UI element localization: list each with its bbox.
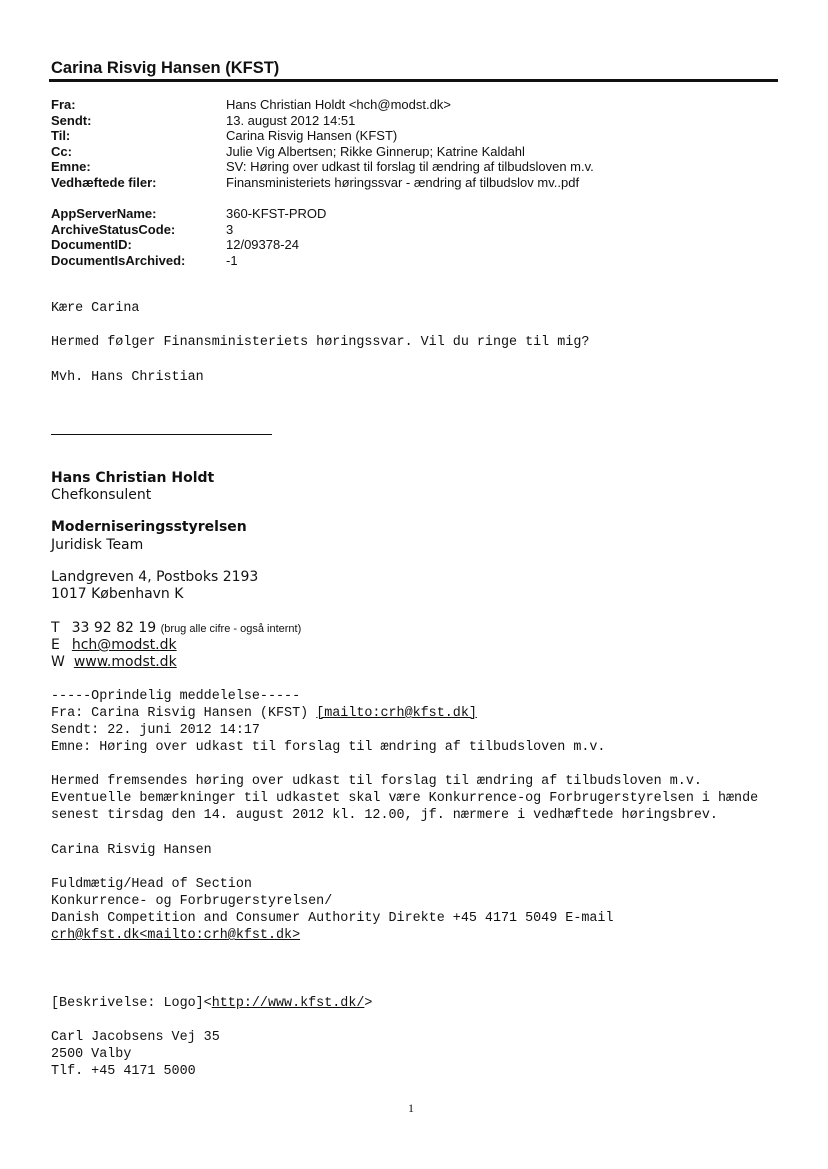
original-phone: Tlf. +45 4171 5000: [51, 1064, 196, 1079]
signature-web-line: [51, 654, 177, 670]
signature-org: Moderniseringsstyrelsen: [51, 519, 247, 535]
signature-address-line2: 1017 København K: [51, 586, 184, 602]
meta-row-from: Fra: Hans Christian Holdt <hch@modst.dk>: [51, 97, 451, 112]
original-from-text: Fra: Carina Risvig Hansen (KFST): [51, 706, 317, 721]
meta-row-archivestatus: ArchiveStatusCode: 3: [51, 221, 234, 237]
meta-row-appserver: AppServerName: 360-KFST-PROD: [51, 206, 327, 221]
closing: Mvh. Hans Christian: [51, 370, 204, 385]
page-number: 1: [408, 1101, 414, 1115]
original-mail-line: [51, 927, 300, 944]
signature-title: Chefkonsulent: [51, 487, 152, 503]
original-para-line1: Hermed fremsendes høring over udkast til forslag til ændring af tilbudsloven m.v.: [51, 774, 702, 789]
archive-meta-table: [51, 206, 326, 268]
phone-prefix: T: [51, 620, 60, 636]
original-from: [51, 705, 477, 722]
original-address-line1: Carl Jacobsens Vej 35: [51, 1030, 220, 1045]
meta-row-subject: Emne: SV: Høring over udkast til forslag til ændring af tilbudsloven m.v.: [51, 159, 594, 174]
meta-row-attachments: Vedhæftede filer: Finansministeriets høringssvar - ændring af tilbudslov mv..pdf: [51, 174, 580, 190]
phone-note: (brug alle cifre - også internt): [160, 623, 302, 635]
greeting: Kære Carina: [51, 301, 140, 316]
logo-description-suffix: >: [364, 996, 373, 1011]
original-role: Fuldmætig/Head of Section: [51, 877, 252, 892]
meta-row-isarchived: DocumentIsArchived: -1: [51, 252, 238, 268]
signature-email-line: [51, 637, 177, 653]
web-link[interactable]: www.modst.dk: [73, 654, 177, 670]
body-text: Hermed følger Finansministeriets høringssvar. Vil du ringe til mig?: [51, 335, 590, 350]
original-separator: -----Oprindelig meddelelse-----: [51, 689, 301, 704]
original-from-mailto-link[interactable]: [mailto:crh@kfst.dk]: [316, 706, 477, 721]
original-org-line1: Konkurrence- og Forbrugerstyrelsen/: [51, 894, 333, 909]
original-para-line2: Eventuelle bemærkninger til udkastet skal være Konkurrence-og Forbrugerstyrelsen i hænde: [51, 791, 759, 806]
email-link[interactable]: hch@modst.dk: [71, 637, 177, 653]
web-prefix: W: [51, 654, 65, 670]
original-org-line2: Danish Competition and Consumer Authority Direkte +45 4171 5049 E-mail: [51, 911, 614, 926]
email-meta-table: [51, 97, 594, 190]
signature-divider: [51, 434, 272, 435]
meta-row-documentid: DocumentID: 12/09378-24: [51, 237, 300, 252]
signature-team: Juridisk Team: [51, 537, 144, 553]
original-sender-name: Carina Risvig Hansen: [51, 843, 212, 858]
logo-description-line: [51, 995, 372, 1012]
header-rule: [49, 79, 778, 82]
original-mail-link[interactable]: crh@kfst.dk<mailto:crh@kfst.dk>: [51, 928, 301, 943]
meta-row-to: Til: Carina Risvig Hansen (KFST): [51, 128, 398, 143]
signature-phone-line: [51, 620, 301, 636]
phone-number: 33 92 82 19: [71, 620, 157, 636]
meta-row-sent: Sendt: 13. august 2012 14:51: [51, 112, 356, 128]
original-subject: Emne: Høring over udkast til forslag til ændring af tilbudsloven m.v.: [51, 740, 606, 755]
meta-row-cc: Cc: Julie Vig Albertsen; Rikke Ginnerup; Katrine Kaldahl: [51, 143, 525, 159]
original-sent: Sendt: 22. juni 2012 14:17: [51, 723, 260, 738]
signature-address-line1: Landgreven 4, Postboks 2193: [51, 569, 259, 585]
logo-description-text: [Beskrivelse: Logo]<: [51, 996, 212, 1011]
signature-name: Hans Christian Holdt: [51, 470, 215, 486]
email-prefix: E: [51, 637, 60, 653]
recipient-header: Carina Risvig Hansen (KFST): [51, 59, 280, 77]
original-address-line2: 2500 Valby: [51, 1047, 132, 1062]
original-para-line3: senest tirsdag den 14. august 2012 kl. 12.00, jf. nærmere i vedhæftede høringsbrev.: [51, 808, 718, 823]
kfst-website-link[interactable]: http://www.kfst.dk/: [211, 996, 365, 1011]
